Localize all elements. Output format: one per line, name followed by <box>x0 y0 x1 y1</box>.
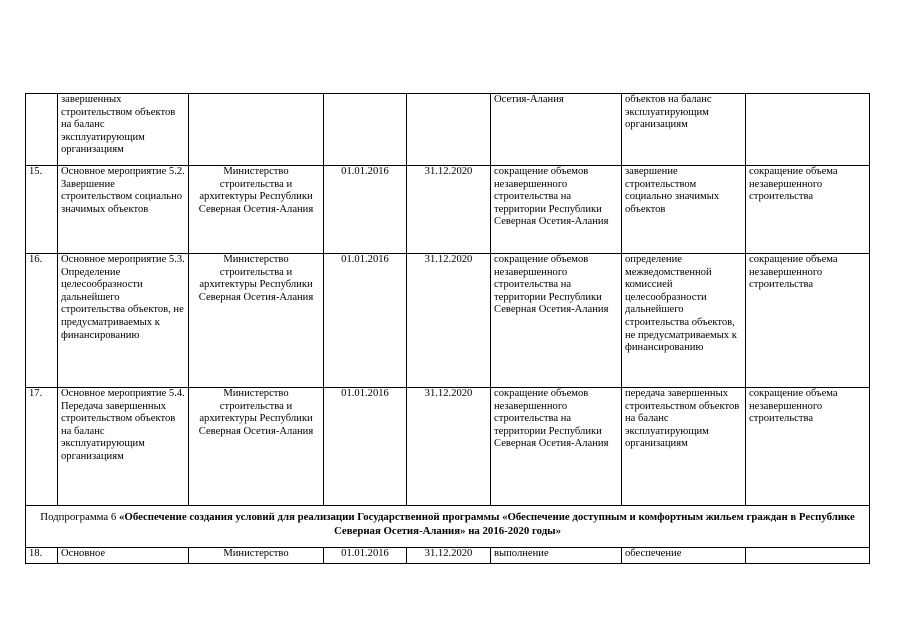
start-date-cell: 01.01.2016 <box>324 548 407 564</box>
table-row <box>26 388 870 506</box>
executor-cell: Министерство <box>189 548 324 564</box>
document-table-fragment <box>25 93 869 564</box>
executor-cell: Министерство строительства и архитектуры Республики Северная Осетия-Алания <box>189 254 324 388</box>
table-row <box>26 166 870 254</box>
event-name-cell: Основное мероприятие 5.3. Определение целесообразности дальнейшего строительства объектов, не предусматриваемых к финансированию <box>58 254 189 388</box>
row-number-cell: 17. <box>26 388 58 506</box>
end-date-cell: 31.12.2020 <box>407 254 491 388</box>
event-name-cell: Основное мероприятие 5.4. Передача завершенных строительством объектов на баланс эксплуатирующим организациям <box>58 388 189 506</box>
start-date-cell: 01.01.2016 <box>324 166 407 254</box>
row-number-cell <box>26 94 58 166</box>
event-name-cell: завершенных строительством объектов на баланс эксплуатирующим организациям <box>58 94 189 166</box>
indicator-link-cell <box>746 94 870 166</box>
event-content-cell: объектов на баланс эксплуатирующим организациям <box>622 94 746 166</box>
event-content-cell: определение межведомственной комиссией целесообразности дальнейшего строительства объектов, не предусматриваемых к финансированию <box>622 254 746 388</box>
subprogram-header-row <box>26 506 870 548</box>
start-date-cell <box>324 94 407 166</box>
executor-cell: Министерство строительства и архитектуры Республики Северная Осетия-Алания <box>189 388 324 506</box>
end-date-cell: 31.12.2020 <box>407 388 491 506</box>
subprogram-title: «Обеспечение создания условий для реализации Государственной программы «Обеспечение доступным и комфортным жильем граждан в Республике Северная Осетия-Алания» на 2016-2020 годы» <box>119 511 855 537</box>
event-name-cell: Основное <box>58 548 189 564</box>
row-number-cell: 18. <box>26 548 58 564</box>
subprogram-prefix: Подпрограмма 6 <box>40 511 120 523</box>
table-row <box>26 254 870 388</box>
end-date-cell <box>407 94 491 166</box>
table-row-continuation <box>26 94 870 166</box>
row-number-cell: 15. <box>26 166 58 254</box>
event-content-cell: обеспечение <box>622 548 746 564</box>
indicator-link-cell: сокращение объема незавершенного строительства <box>746 388 870 506</box>
expected-result-cell: сокращение объемов незавершенного строительства на территории Республики Северная Осетия-Алания <box>491 254 622 388</box>
event-content-cell: завершение строительством социально значимых объектов <box>622 166 746 254</box>
indicator-link-cell: сокращение объема незавершенного строительства <box>746 166 870 254</box>
end-date-cell: 31.12.2020 <box>407 548 491 564</box>
row-number-cell: 16. <box>26 254 58 388</box>
executor-cell: Министерство строительства и архитектуры Республики Северная Осетия-Алания <box>189 166 324 254</box>
indicator-link-cell: сокращение объема незавершенного строительства <box>746 254 870 388</box>
expected-result-cell: выполнение <box>491 548 622 564</box>
expected-result-cell: сокращение объемов незавершенного строительства на территории Республики Северная Осетия-Алания <box>491 166 622 254</box>
event-content-cell: передача завершенных строительством объектов на баланс эксплуатирующим организациям <box>622 388 746 506</box>
expected-result-cell: Осетия-Алания <box>491 94 622 166</box>
event-name-cell: Основное мероприятие 5.2. Завершение строительством социально значимых объектов <box>58 166 189 254</box>
end-date-cell: 31.12.2020 <box>407 166 491 254</box>
program-events-table <box>25 93 870 564</box>
indicator-link-cell <box>746 548 870 564</box>
executor-cell <box>189 94 324 166</box>
table-row-truncated <box>26 548 870 564</box>
subprogram-title-cell <box>26 506 870 548</box>
expected-result-cell: сокращение объемов незавершенного строительства на территории Республики Северная Осетия-Алания <box>491 388 622 506</box>
start-date-cell: 01.01.2016 <box>324 388 407 506</box>
start-date-cell: 01.01.2016 <box>324 254 407 388</box>
